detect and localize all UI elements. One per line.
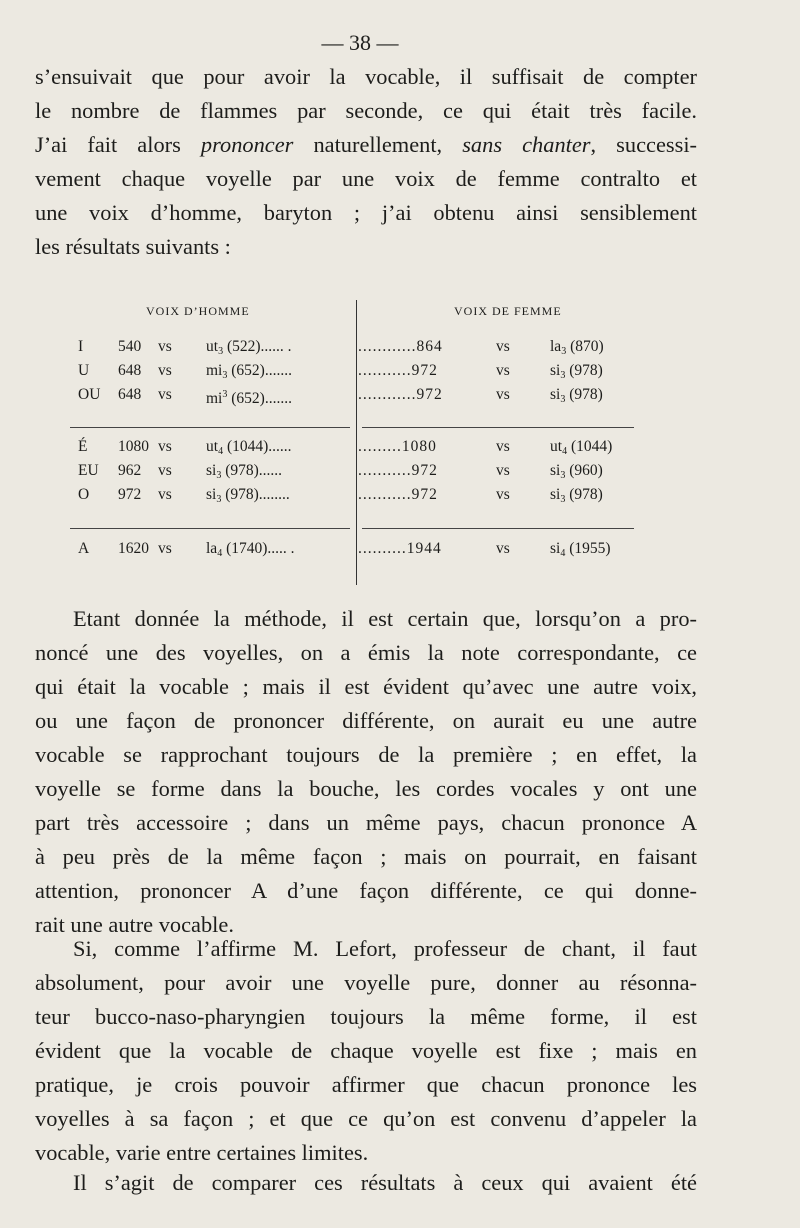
female-note-cell (550, 436, 612, 463)
note-value: (1955) (565, 540, 611, 557)
note-octave: 3 (222, 370, 228, 381)
male-freq-cell: 972 (118, 486, 142, 503)
note-octave: 4 (218, 446, 224, 457)
note-octave: 3 (560, 494, 566, 505)
female-vs-cell: vs (496, 486, 510, 503)
female-note-cell (550, 336, 604, 363)
note-name: si (206, 486, 217, 503)
note-octave: 3 (560, 370, 566, 381)
text-line: les résultats suivants : (35, 234, 231, 259)
note-name: la (550, 338, 562, 355)
text-line: pratique, je crois pouvoir affirmer que chacun prononce les (35, 1072, 697, 1097)
text-line: le nombre de flammes par seconde, ce qui était très facile. (35, 98, 697, 123)
female-note-cell (550, 360, 603, 387)
male-freq-cell: 1080 (118, 438, 149, 455)
vowel-cell: I (78, 338, 84, 355)
male-note-cell (206, 384, 292, 410)
table-row (70, 384, 640, 406)
note-name: ut (206, 338, 219, 355)
text-segment: naturellement, (293, 132, 463, 157)
male-note-cell (206, 360, 292, 387)
italic-text: prononcer (200, 132, 294, 157)
table-row (70, 336, 640, 358)
male-freq-cell: 648 (118, 386, 142, 403)
note-name: si (550, 362, 561, 379)
female-freq-cell: ............864 (358, 338, 443, 355)
note-name: la (206, 540, 218, 557)
note-octave: 4 (562, 446, 568, 457)
paragraph-compare (35, 1166, 697, 1200)
female-vs-cell: vs (496, 362, 510, 379)
male-note-cell (206, 336, 292, 363)
text-line: rait une autre vocable. (35, 912, 234, 937)
header-female-voice: VOIX DE FEMME (454, 304, 562, 318)
table-row (70, 360, 640, 382)
text-line: vocable se rapprochant toujours de la première ; en effet, la (35, 742, 697, 767)
note-value: (1044) (567, 438, 613, 455)
text-line: qui était la vocable ; mais il est évident qu’avec une autre voix, (35, 674, 697, 699)
note-name: ut (206, 438, 219, 455)
text-line: Il s’agit de comparer ces résultats à ceux qui avaient été (73, 1170, 697, 1195)
female-freq-cell: ............972 (358, 386, 443, 403)
male-freq-cell: 962 (118, 462, 142, 479)
header-male-voice: VOIX D’HOMME (146, 304, 250, 318)
text-line: noncé une des voyelles, on a émis la note correspondante, ce (35, 640, 697, 665)
note-name: si (550, 386, 561, 403)
italic-text: sans chanter (462, 132, 591, 157)
note-octave: 3 (560, 394, 566, 405)
note-value: (1740)..... . (222, 540, 295, 557)
female-note-cell (550, 538, 611, 565)
note-value: (978)...... (221, 462, 283, 479)
note-value: (652)....... (227, 362, 292, 379)
group-rule (70, 528, 350, 529)
text-line (35, 128, 697, 162)
note-value: (978) (565, 386, 603, 403)
page-number: — 38 — (321, 30, 399, 55)
note-value: (978)........ (221, 486, 290, 503)
text-line: vement chaque voyelle par une voix de femme contralto et (35, 166, 697, 191)
text-line: absolument, pour avoir une voyelle pure, donner au résonna- (35, 970, 697, 995)
intro-paragraph (35, 60, 697, 264)
vowel-cell: OU (78, 386, 101, 403)
female-vs-cell: vs (496, 540, 510, 557)
note-name: si (550, 462, 561, 479)
text-line: voyelle se forme dans la bouche, les cordes vocales y ont une (35, 776, 697, 801)
note-name: mi (206, 390, 223, 407)
female-freq-cell: ..........1944 (358, 540, 442, 557)
male-vs-cell: vs (158, 462, 172, 479)
female-freq-cell: ...........972 (358, 362, 438, 379)
male-vs-cell: vs (158, 438, 172, 455)
female-note-cell (550, 384, 603, 411)
text-segment: , successi- (590, 132, 698, 157)
female-vs-cell: vs (496, 462, 510, 479)
note-octave: 4 (217, 548, 223, 559)
note-octave: 3 (218, 346, 224, 357)
note-octave: 3 (561, 346, 567, 357)
male-freq-cell: 1620 (118, 540, 149, 557)
vowel-frequency-table (70, 300, 640, 585)
note-octave: 3 (216, 494, 222, 505)
text-line: voyelles à sa façon ; et que ce qu’on est convenu d’appeler la (35, 1106, 697, 1131)
text-segment: J’ai fait alors (35, 132, 201, 157)
female-freq-cell: .........1080 (358, 438, 437, 455)
note-octave: 3 (560, 470, 566, 481)
female-note-cell (550, 484, 603, 511)
note-octave: 3 (222, 389, 228, 400)
male-vs-cell: vs (158, 540, 172, 557)
vowel-cell: A (78, 540, 90, 557)
text-line: s’ensuivait que pour avoir la vocable, il suffisait de compter (35, 64, 697, 89)
text-line: évident que la vocable de chaque voyelle est fixe ; mais en (35, 1038, 697, 1063)
note-value: (1044)...... (223, 438, 292, 455)
female-vs-cell: vs (496, 338, 510, 355)
note-value: (978) (565, 486, 603, 503)
male-vs-cell: vs (158, 362, 172, 379)
note-value: (960) (565, 462, 603, 479)
female-freq-cell: ...........972 (358, 486, 438, 503)
male-vs-cell: vs (158, 486, 172, 503)
female-vs-cell: vs (496, 386, 510, 403)
note-octave: 4 (560, 548, 566, 559)
vowel-cell: U (78, 362, 90, 379)
note-value: (652)....... (227, 390, 292, 407)
male-freq-cell: 540 (118, 338, 142, 355)
note-name: si (550, 486, 561, 503)
vowel-cell: O (78, 486, 90, 503)
male-freq-cell: 648 (118, 362, 142, 379)
text-line: à peu près de la même façon ; mais on pourrait, en faisant (35, 844, 697, 869)
note-value: (522)...... . (223, 338, 292, 355)
table-row (70, 460, 640, 482)
note-name: ut (550, 438, 563, 455)
note-name: si (206, 462, 217, 479)
group-rule (362, 528, 634, 529)
note-name: mi (206, 362, 223, 379)
male-note-cell (206, 460, 282, 487)
female-vs-cell: vs (496, 438, 510, 455)
male-note-cell (206, 436, 292, 463)
text-line: part très accessoire ; dans un même pays, chacun prononce A (35, 810, 697, 835)
male-note-cell (206, 484, 290, 511)
paragraph-method (35, 602, 697, 942)
paragraph-lefort (35, 932, 697, 1170)
table-row (70, 484, 640, 506)
text-line: teur bucco-naso-pharyngien toujours la même forme, il est (35, 1004, 697, 1029)
group-rule (362, 427, 634, 428)
text-line: une voix d’homme, baryton ; j’ai obtenu ainsi sensiblement (35, 200, 697, 225)
text-line: vocable, varie entre certaines limites. (35, 1140, 369, 1165)
group-rule (70, 427, 350, 428)
male-vs-cell: vs (158, 386, 172, 403)
note-octave: 3 (216, 470, 222, 481)
female-freq-cell: ...........972 (358, 462, 438, 479)
text-line: Si, comme l’affirme M. Lefort, professeur de chant, il faut (73, 936, 697, 961)
female-note-cell (550, 460, 603, 487)
vowel-cell: É (78, 438, 88, 455)
male-vs-cell: vs (158, 338, 172, 355)
text-line: ou une façon de prononcer différente, on aurait eu une autre (35, 708, 697, 733)
vowel-cell: EU (78, 462, 99, 479)
male-note-cell (206, 538, 295, 565)
note-value: (978) (565, 362, 603, 379)
table-row (70, 538, 640, 560)
table-row (70, 436, 640, 458)
note-value: (870) (566, 338, 604, 355)
text-line: attention, prononcer A d’une façon différente, ce qui donne- (35, 878, 697, 903)
text-line: Etant donnée la méthode, il est certain que, lorsqu’on a pro- (73, 606, 697, 631)
note-name: si (550, 540, 561, 557)
